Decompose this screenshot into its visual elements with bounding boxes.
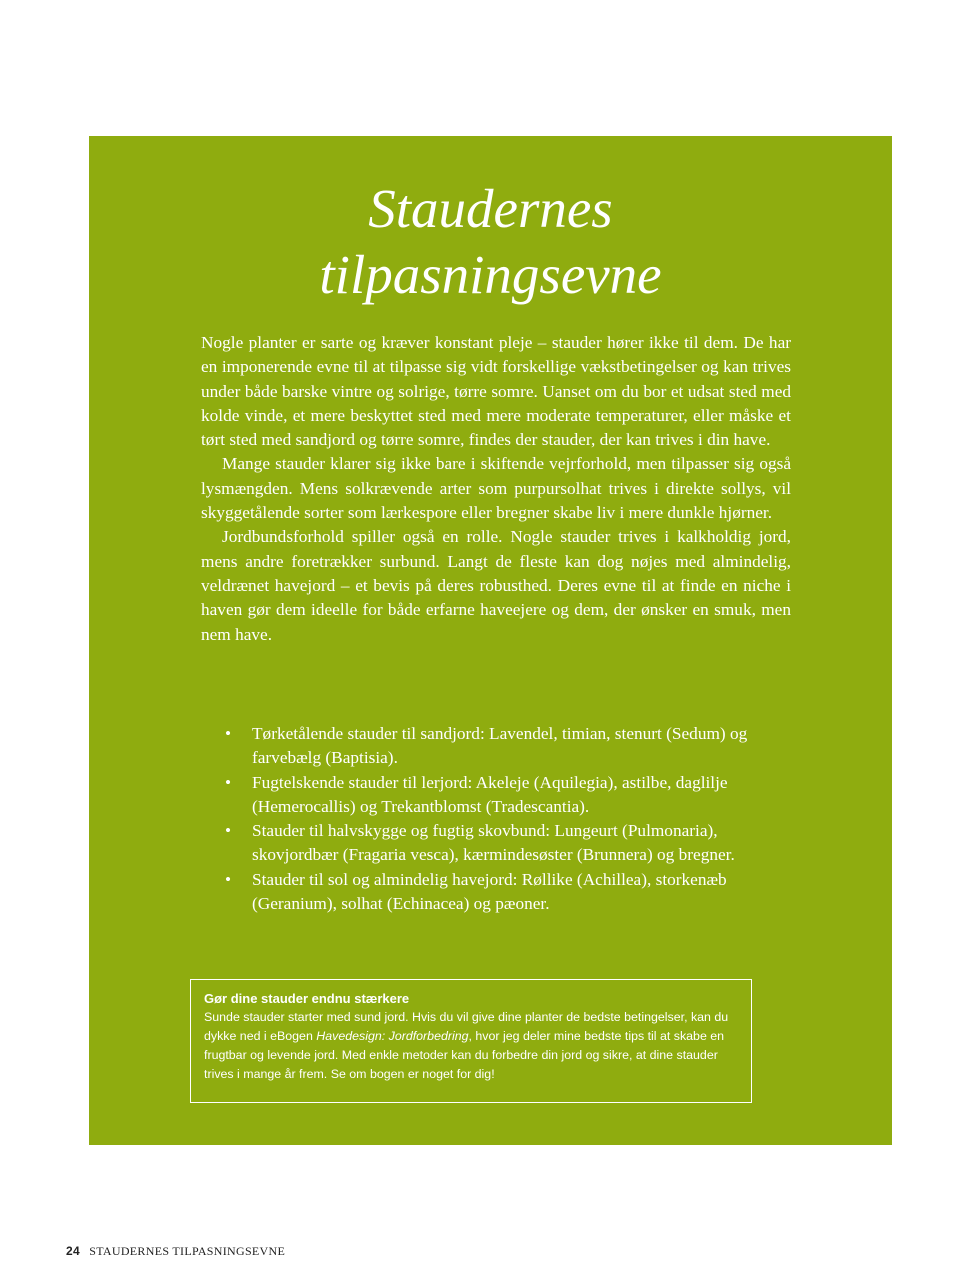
tip-text	[204, 1008, 739, 1084]
bullet-icon: •	[224, 724, 232, 743]
list-item-text: Tørketålende stauder til sandjord: Lavendel, timian, stenurt (Sedum) og farvebælg (Baptisia).	[252, 724, 748, 768]
paragraph-3: Jordbundsforhold spiller også en rolle. Nogle stauder trives i kalkholdig jord, mens andre foretrækker surbund. Langt de fleste kan dog nøjes med almindelig, veldrænet havejord – et bevis på deres robusthed. Deres evne til at finde en niche i haven gør dem ideelle for både erfarne haveejere og dem, der ønsker en smuk, men nem have.	[201, 527, 791, 644]
running-title: STAUDERNES TILPASNINGSEVNE	[89, 1244, 286, 1258]
title-line-1: Staudernes	[368, 178, 613, 239]
list-item	[222, 771, 782, 820]
list-item	[222, 722, 782, 771]
bullet-icon: •	[224, 821, 232, 841]
list-item	[222, 819, 782, 868]
page-footer	[66, 1244, 285, 1259]
tip-heading: Gør dine stauder endnu stærkere	[204, 991, 410, 1006]
ebook-title: Havedesign: Jordforbedring	[316, 1029, 469, 1043]
tip-text-start: Sunde stauder starter med sund jord. Hvis du vil give dine planter de bedste betingelser, kan du dykke ned i eBogen	[204, 1010, 729, 1043]
body-text	[201, 331, 791, 647]
list-item	[222, 868, 782, 917]
bullet-icon: •	[224, 869, 232, 889]
list-item-text: Stauder til halvskygge og fugtig skovbund: Lungeurt (Pulmonaria), skovjordbær (Fragaria vesca), kærmindesøster (Brunnera) og bregner.	[252, 821, 735, 865]
bullet-icon: •	[224, 772, 232, 792]
page-number: 24	[66, 1244, 80, 1258]
list-item-text: Stauder til sol og almindelig havejord: Røllike (Achillea), storkenæb (Geranium), solhat (Echinacea) og pæoner.	[252, 869, 727, 914]
paragraph-1: Nogle planter er sarte og kræver konstant pleje – stauder hører ikke til dem. De har en imponerende evne til at tilpasse sig vidt forskellige vækstbetingelser og kan trives under både barske vintre og solrige, tørre somre. Uanset om du bor et udsat sted med kolde vinde, et mere beskyttet sted med mere moderate temperaturer, eller måske et tørt sted med sandjord og tørre somre, findes der stauder, der kan trives i din have.	[201, 333, 791, 450]
title-line-2: tilpasningsevne	[319, 244, 662, 305]
green-content-panel	[89, 136, 892, 1145]
tip-box	[190, 979, 752, 1103]
tip-text-end: , hvor jeg deler mine bedste tips til at skabe en frugtbar og levende jord. Med enkle metoder kan du forbedre din jord og sikre, at dine stauder trives i mange år frem. Se om bogen er noget for dig!	[204, 1029, 725, 1081]
list-item-text: Fugtelskende stauder til lerjord: Akeleje (Aquilegia), astilbe, daglilje (Hemerocallis) og Trekantblomst (Tradescantia).	[252, 772, 728, 816]
plant-list	[222, 722, 782, 916]
page-title	[89, 176, 892, 308]
paragraph-2: Mange stauder klarer sig ikke bare i skiftende vejrforhold, men tilpasser sig også lysmængden. Mens solkrævende arter som purpursolhat trives i direkte sollys, vil skyggetålende sorter som lærkespore eller bregner skabe liv i mere dunkle hjørner.	[201, 454, 791, 523]
